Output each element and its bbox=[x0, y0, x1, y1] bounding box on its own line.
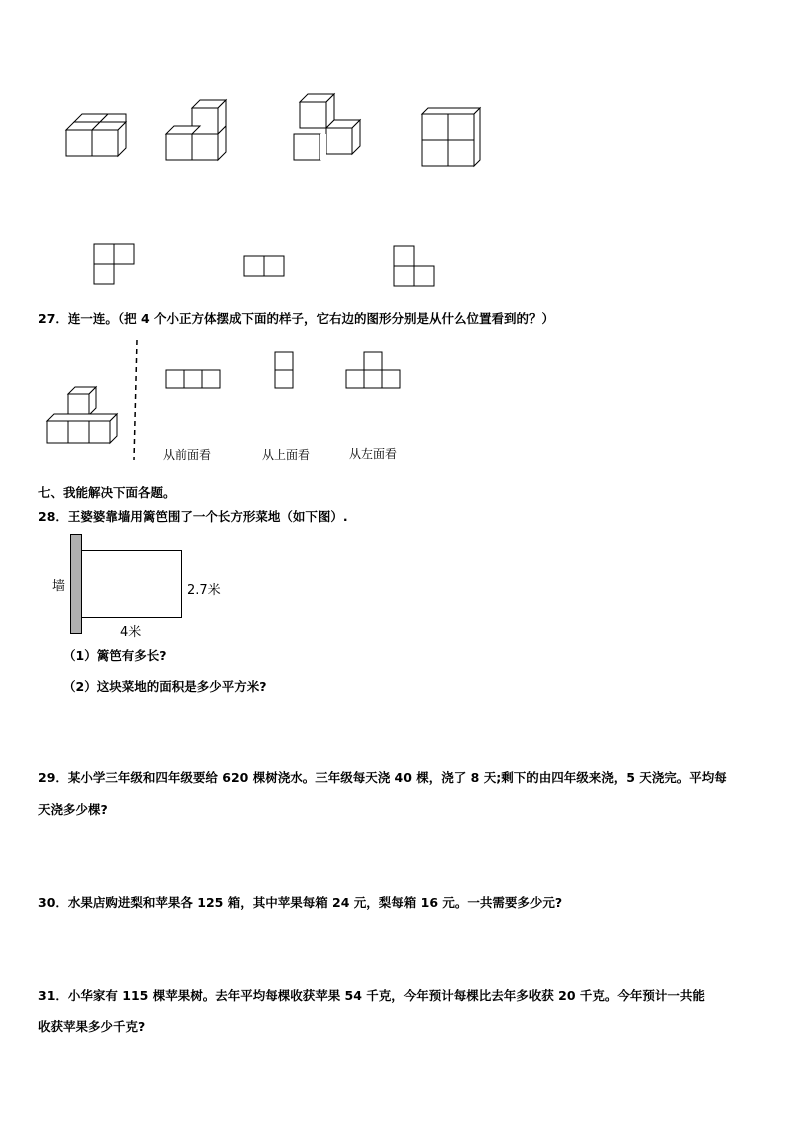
q29-line2: 天浇多少棵? bbox=[38, 802, 108, 817]
view-label-front: 从前面看 bbox=[163, 448, 212, 462]
cube-figure-2 bbox=[164, 100, 234, 162]
view-shape-1 bbox=[94, 244, 136, 288]
q27-view-c bbox=[346, 352, 406, 392]
q27-view-b bbox=[275, 352, 297, 392]
cube-figure-4 bbox=[418, 106, 484, 168]
view-label-left: 从左面看 bbox=[349, 447, 398, 461]
divider-dashed-line bbox=[134, 340, 140, 462]
section-title: 七、我能解决下面各题。 bbox=[38, 485, 176, 500]
wall-bar bbox=[70, 534, 82, 634]
garden-rectangle bbox=[82, 550, 182, 618]
wall-label: 墙 bbox=[52, 579, 66, 594]
view-label-top: 从上面看 bbox=[262, 448, 311, 462]
view-shape-3 bbox=[394, 246, 438, 290]
q27-cube-figure bbox=[44, 384, 126, 450]
q31-line1: 31．小华家有 115 棵苹果树。去年平均每棵收获苹果 54 千克，今年预计每棵比去年多收获 20 千克。今年预计一共能 bbox=[38, 988, 705, 1003]
q30-text: 30．水果店购进梨和苹果各 125 箱，其中苹果每箱 24 元，梨每箱 16 元。一共需要多少元? bbox=[38, 895, 563, 910]
q31-line2: 收获苹果多少千克? bbox=[38, 1019, 146, 1034]
width-label: 2.7米 bbox=[187, 583, 221, 598]
q27-text: 27．连一连。（把 4 个小正方体摆成下面的样子，它右边的图形分别是从什么位置看到的？） bbox=[38, 311, 555, 326]
q28-sub2: （2）这块菜地的面积是多少平方米? bbox=[63, 679, 267, 694]
view-shape-2 bbox=[244, 256, 288, 280]
q28-text: 28．王婆婆靠墙用篱笆围了一个长方形菜地（如下图）. bbox=[38, 509, 348, 524]
cube-figure-3 bbox=[290, 94, 366, 164]
length-label: 4米 bbox=[120, 625, 142, 640]
q27-view-a bbox=[166, 370, 224, 392]
q29-line1: 29．某小学三年级和四年级要给 620 棵树浇水。三年级每天浇 40 棵，浇了 8 天;剩下的由四年级来浇，5 天浇完。平均每 bbox=[38, 770, 727, 785]
q28-sub1: （1）篱笆有多长? bbox=[63, 648, 167, 663]
cube-figure-1 bbox=[60, 110, 130, 160]
